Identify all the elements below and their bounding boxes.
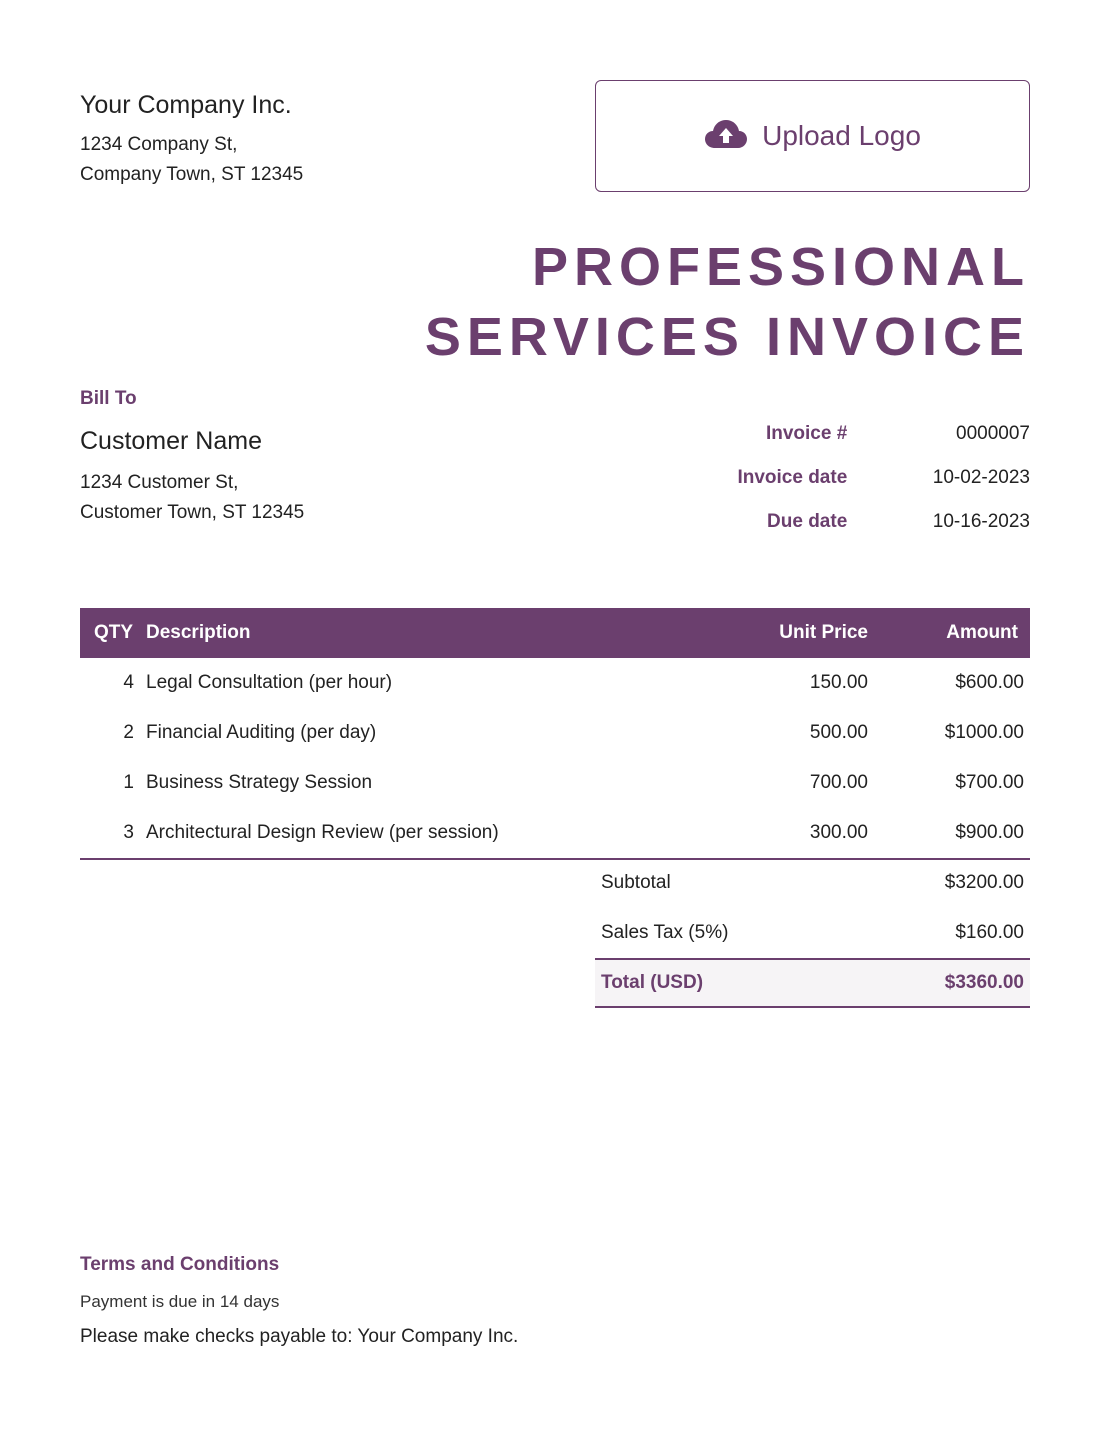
terms-block [80,1254,518,1348]
row-qty: 4 [123,672,134,693]
row-qty: 3 [123,822,134,843]
upload-logo-label: Upload Logo [762,120,921,151]
table-row [80,808,1030,858]
terms-title: Terms and Conditions [80,1254,280,1275]
meta-value: 10-16-2023 [932,511,1030,532]
meta-label: Invoice date [737,467,848,488]
company-name: Your Company Inc. [80,91,292,119]
customer-name: Customer Name [80,427,262,455]
total-value: $3360.00 [944,972,1024,993]
customer-address-line2: Customer Town, ST 12345 [80,502,305,523]
row-unit-price: 150.00 [809,672,868,693]
meta-value: 10-02-2023 [932,467,1030,488]
table-row [80,658,1030,708]
header-amount: Amount [946,622,1018,643]
line-items-table [80,608,1030,860]
meta-row-due-date [630,500,1030,544]
meta-label: Due date [767,511,848,532]
row-unit-price: 500.00 [809,722,868,743]
cloud-upload-icon [704,119,748,154]
upload-logo-button[interactable] [595,80,1030,192]
row-amount: $900.00 [955,822,1024,843]
table-row [80,708,1030,758]
row-amount: $700.00 [955,772,1024,793]
customer-address [80,468,304,528]
company-address-line1: 1234 Company St, [80,134,238,155]
invoice-title [425,232,1030,372]
company-block [80,88,303,190]
customer-address-line1: 1234 Customer St, [80,472,239,493]
row-description: Architectural Design Review (per session) [146,822,499,843]
row-description: Business Strategy Session [146,772,373,793]
row-amount: $600.00 [955,672,1024,693]
terms-payment-due: Payment is due in 14 days [80,1292,280,1311]
company-address-line2: Company Town, ST 12345 [80,164,304,185]
header-unit-price: Unit Price [779,622,868,643]
meta-value: 0000007 [956,423,1030,444]
row-unit-price: 300.00 [809,822,868,843]
row-unit-price: 700.00 [809,772,868,793]
total-row [595,958,1030,1008]
meta-label: Invoice # [765,423,848,444]
subtotal-label: Subtotal [601,872,671,893]
header-description: Description [146,622,251,643]
invoice-title-line2: SERVICES INVOICE [424,307,1030,367]
row-description: Legal Consultation (per hour) [146,672,393,693]
row-description: Financial Auditing (per day) [146,722,377,743]
header-qty: QTY [94,622,134,643]
invoice-meta [630,412,1030,544]
subtotal-row [595,858,1030,908]
row-amount: $1000.00 [944,722,1024,743]
row-qty: 1 [123,772,134,793]
invoice-title-line1: PROFESSIONAL [531,237,1030,297]
totals-block [595,858,1030,1008]
tax-label: Sales Tax (5%) [601,922,729,943]
meta-row-invoice-date [630,456,1030,500]
table-header [80,608,1030,658]
total-label: Total (USD) [601,972,704,993]
row-qty: 2 [123,722,134,743]
tax-value: $160.00 [955,922,1024,943]
table-row [80,758,1030,808]
company-address [80,130,303,190]
tax-row [595,908,1030,958]
meta-row-invoice-number [630,412,1030,456]
bill-to-label: Bill To [80,388,137,409]
subtotal-value: $3200.00 [944,872,1024,893]
terms-checks-payable: Please make checks payable to: Your Company Inc. [80,1326,519,1347]
